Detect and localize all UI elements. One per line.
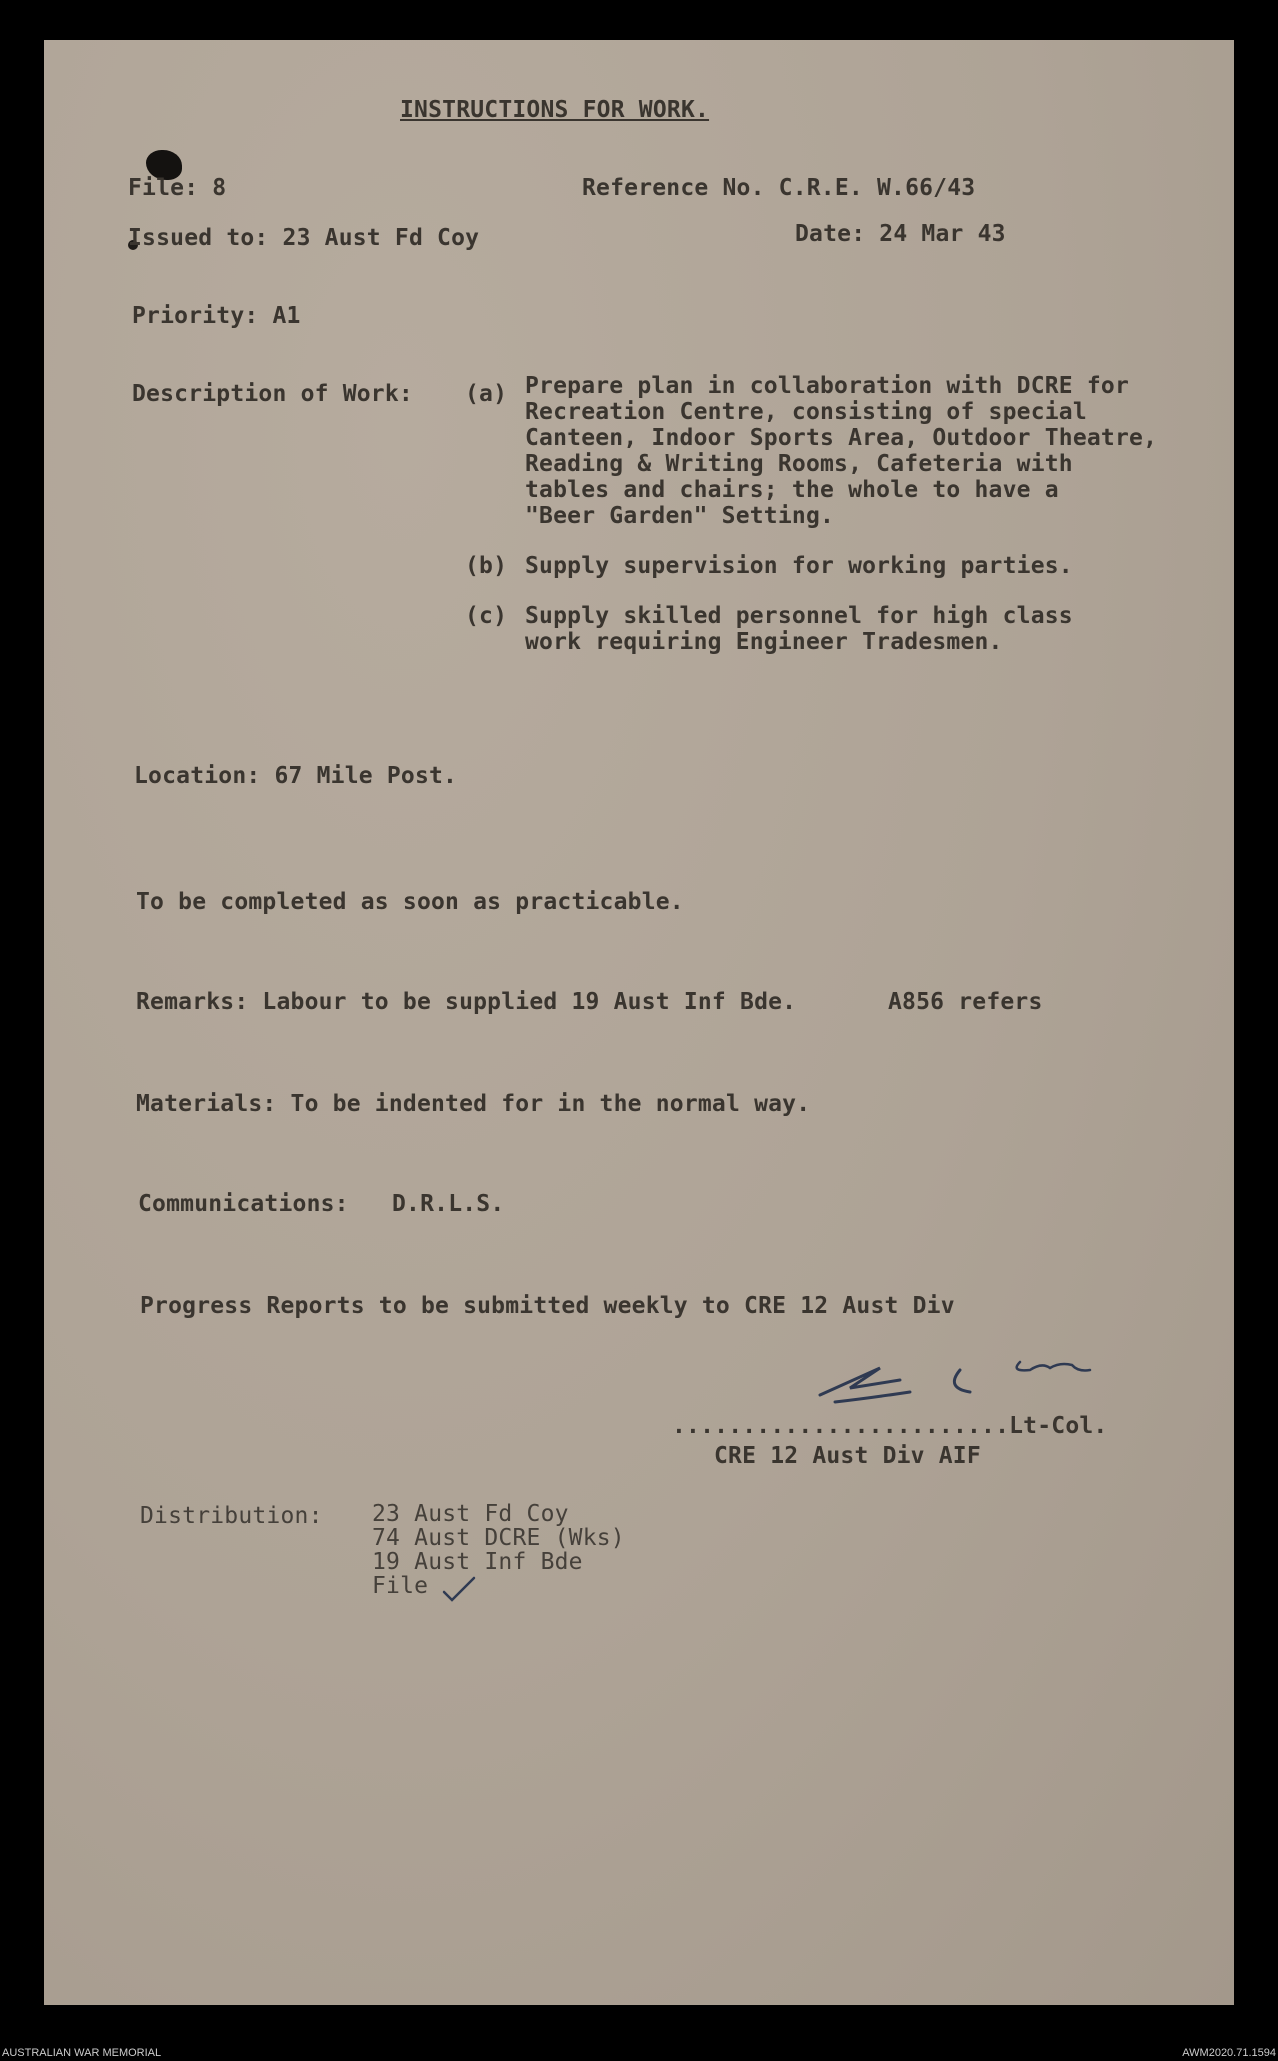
distribution-item: 23 Aust Fd Coy xyxy=(372,1501,569,1527)
item-a-marker: (a) xyxy=(465,381,508,407)
signature-line: ........................Lt-Col. xyxy=(672,1413,1108,1439)
issue-date: Date: 24 Mar 43 xyxy=(795,221,1006,247)
item-a-line-5: tables and chairs; the whole to have a xyxy=(525,477,1059,503)
item-c-line-1: Supply skilled personnel for high class xyxy=(525,603,1073,629)
document-title: INSTRUCTIONS FOR WORK. xyxy=(400,97,710,123)
location: Location: 67 Mile Post. xyxy=(134,763,458,789)
distribution-item: 19 Aust Inf Bde xyxy=(372,1549,583,1575)
item-a-line-1: Prepare plan in collaboration with DCRE for xyxy=(525,373,1130,399)
progress-reports: Progress Reports to be submitted weekly to CRE 12 Aust Div xyxy=(140,1293,955,1319)
distribution-item: 74 Aust DCRE (Wks) xyxy=(372,1525,625,1551)
communications-value: D.R.L.S. xyxy=(392,1191,505,1217)
distribution-label: Distribution: xyxy=(140,1503,323,1529)
signatory: CRE 12 Aust Div AIF xyxy=(714,1443,981,1469)
remarks-reference: A856 refers xyxy=(888,989,1043,1015)
document-page xyxy=(44,40,1234,2005)
item-b-marker: (b) xyxy=(465,553,508,579)
item-c-line-2: work requiring Engineer Tradesmen. xyxy=(525,629,1003,655)
item-a-line-3: Canteen, Indoor Sports Area, Outdoor Theatre, xyxy=(525,425,1158,451)
priority: Priority: A1 xyxy=(132,303,301,329)
description-label: Description of Work: xyxy=(132,381,413,407)
footer-archive-name: AUSTRALIAN WAR MEMORIAL xyxy=(2,2047,162,2059)
item-a-line-2: Recreation Centre, consisting of special xyxy=(525,399,1087,425)
materials: Materials: To be indented for in the normal way. xyxy=(136,1091,811,1117)
item-a-line-4: Reading & Writing Rooms, Cafeteria with xyxy=(525,451,1073,477)
communications-label: Communications: xyxy=(138,1191,349,1217)
issued-to: Issued to: 23 Aust Fd Coy xyxy=(128,225,480,251)
remarks: Remarks: Labour to be supplied 19 Aust Inf Bde. xyxy=(136,989,797,1015)
check-mark xyxy=(440,1574,480,1604)
file-number: File: 8 xyxy=(128,175,227,201)
footer-accession-number: AWM2020.71.1594 xyxy=(1182,2047,1276,2059)
item-b-line-1: Supply supervision for working parties. xyxy=(525,553,1073,579)
item-a-line-6: "Beer Garden" Setting. xyxy=(525,503,835,529)
reference-number: Reference No. C.R.E. W.66/43 xyxy=(582,175,976,201)
item-c-marker: (c) xyxy=(465,603,508,629)
completion-note: To be completed as soon as practicable. xyxy=(136,889,684,915)
distribution-item: File xyxy=(372,1573,429,1599)
